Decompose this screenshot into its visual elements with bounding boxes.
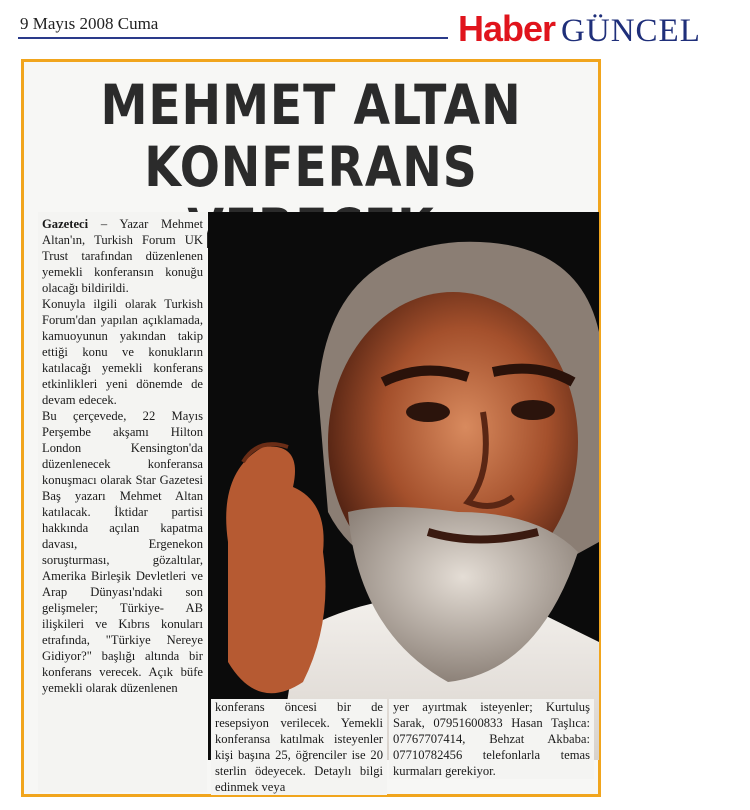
brand-guncel: GÜNCEL: [561, 13, 701, 49]
paragraph-3: Bu çerçevede, 22 Mayıs Perşembe akşamı Hilton London Kensington'da düzenlenecek konferansa konuşmacı olarak Star Gazetesi Baş yazarı Mehmet Altan katılacak. İktidar partisi hakkında açılan kapatma davası, Ergenekon soruşturması, gözaltılar, Amerika Birleşik Devletleri ve Arap Dünyası'ndaki son gelişmeler; Türkiye- AB ilişkileri ve Kıbrıs konuları etrafında, "Türkiye Nereye Gidiyor?" başlığı altında bir konferans verecek. Açık büfe yemekli olarak düzenlenen: [42, 409, 203, 695]
brand-haber: Haber: [458, 8, 556, 49]
portrait-photo: [208, 212, 599, 760]
issue-date: 9 Mayıs 2008 Cuma: [20, 14, 159, 33]
article-column-3: yer ayırtmak isteyenler; Kurtuluş Sarak, 07951600833 Hasan Taşlıca: 07767707414, Behzat Akbaba: 07710782456 telefonlarla temas kurmaları gerekiyor.: [389, 699, 594, 779]
paragraph-1-text: – Yazar Mehmet Altan'ın, Turkish Forum UK Trust tarafından düzenlenen yemekli konferansın konuğu olacağı bildirildi.: [42, 217, 203, 295]
paragraph-1: [42, 216, 203, 296]
article-column-1: [38, 212, 207, 792]
lead-word: Gazeteci: [42, 217, 89, 231]
article-column-2: konferans öncesi bir de resepsiyon verilecek. Yemekli konferansa katılmak isteyenler kişi başına 25, öğrenciler ise 20 sterlin ödeyecek. Detaylı bilgi edinmek veya: [211, 699, 387, 795]
article-frame: [21, 59, 601, 797]
paragraph-2: Konuyla ilgili olarak Turkish Forum'dan yapılan açıklamada, kamuoyunun yakından takip ettiği konu ve konukların katılacağı yemekli konferans etkinlikleri yeni dönemde de devam edecek.: [42, 297, 203, 407]
section-brand: [458, 8, 701, 50]
headline-line-1: MEHMET ALTAN: [100, 73, 522, 137]
header-rule: [18, 37, 448, 39]
headline-line-2: KONFERANS: [144, 135, 478, 199]
